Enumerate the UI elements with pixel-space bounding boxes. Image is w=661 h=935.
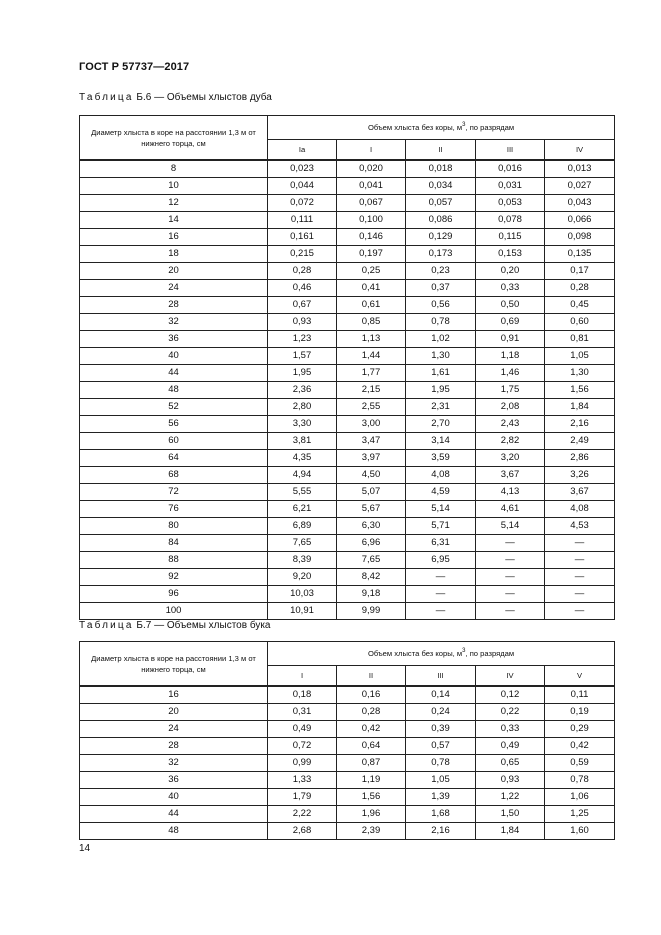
volume-cell: 0,161 — [268, 229, 337, 246]
volume-cell: 4,08 — [545, 501, 615, 518]
volume-cell: 0,78 — [406, 755, 476, 772]
grade-header-cell: III — [476, 140, 545, 160]
volume-cell: 3,67 — [545, 484, 615, 501]
volume-cell: 1,75 — [476, 382, 545, 399]
diameter-cell: 28 — [80, 297, 268, 314]
volume-cell: 0,33 — [476, 721, 545, 738]
beech-volume-table — [79, 641, 615, 840]
volume-cell: 2,55 — [337, 399, 406, 416]
volume-cell: 1,19 — [337, 772, 406, 789]
volume-cell: 1,57 — [268, 348, 337, 365]
volume-cell: 0,33 — [476, 280, 545, 297]
diameter-cell: 24 — [80, 280, 268, 297]
volume-cell: 0,031 — [476, 178, 545, 195]
volume-cell: 0,59 — [545, 755, 615, 772]
caption-word: Таблица — [79, 620, 134, 631]
diameter-cell: 72 — [80, 484, 268, 501]
volume-cell: 0,016 — [476, 160, 545, 178]
volume-cell: 0,65 — [476, 755, 545, 772]
volume-cell: — — [545, 552, 615, 569]
volume-cell: 0,78 — [406, 314, 476, 331]
volume-cell: 10,03 — [268, 586, 337, 603]
volume-cell: 0,25 — [337, 263, 406, 280]
volume-cell: 0,37 — [406, 280, 476, 297]
volume-cell: 4,13 — [476, 484, 545, 501]
volume-cell: 0,18 — [268, 686, 337, 704]
volume-cell: 7,65 — [268, 535, 337, 552]
volume-cell: 2,70 — [406, 416, 476, 433]
volume-cell: 0,56 — [406, 297, 476, 314]
diameter-cell: 88 — [80, 552, 268, 569]
volume-cell: 2,43 — [476, 416, 545, 433]
volume-cell: 2,39 — [337, 823, 406, 840]
table-row — [80, 348, 615, 365]
table-row — [80, 586, 615, 603]
volume-cell: 5,07 — [337, 484, 406, 501]
volume-cell: 3,14 — [406, 433, 476, 450]
diameter-cell: 14 — [80, 212, 268, 229]
volume-cell: 0,28 — [545, 280, 615, 297]
volume-cell: 0,24 — [406, 704, 476, 721]
volume-cell: 3,97 — [337, 450, 406, 467]
document-code: ГОСТ Р 57737—2017 — [79, 61, 190, 73]
volume-cell: 2,31 — [406, 399, 476, 416]
diameter-cell: 96 — [80, 586, 268, 603]
volume-cell: 5,14 — [406, 501, 476, 518]
diameter-cell: 20 — [80, 704, 268, 721]
volume-cell: 2,16 — [545, 416, 615, 433]
volume-cell: 0,64 — [337, 738, 406, 755]
volume-cell: 0,041 — [337, 178, 406, 195]
volume-cell: 9,20 — [268, 569, 337, 586]
diameter-cell: 68 — [80, 467, 268, 484]
table-row — [80, 263, 615, 280]
table-row — [80, 433, 615, 450]
table-row — [80, 450, 615, 467]
volume-cell: 0,020 — [337, 160, 406, 178]
volume-cell: 1,30 — [545, 365, 615, 382]
caption-title: Б.7 — Объемы хлыстов бука — [136, 620, 271, 631]
volume-cell: 2,22 — [268, 806, 337, 823]
table-row — [80, 212, 615, 229]
volume-cell: 2,68 — [268, 823, 337, 840]
table-row — [80, 535, 615, 552]
volume-cell: 1,30 — [406, 348, 476, 365]
volume-cell: 0,93 — [476, 772, 545, 789]
volume-cell: 1,95 — [406, 382, 476, 399]
volume-cell: 5,55 — [268, 484, 337, 501]
grade-header-cell: V — [545, 666, 615, 686]
diameter-cell: 60 — [80, 433, 268, 450]
volume-cell: 0,61 — [337, 297, 406, 314]
table-row — [80, 382, 615, 399]
volume-cell: 2,36 — [268, 382, 337, 399]
volume-cell: 0,023 — [268, 160, 337, 178]
volume-cell: 0,45 — [545, 297, 615, 314]
volume-cell: 0,57 — [406, 738, 476, 755]
volume-cell: — — [476, 569, 545, 586]
volume-cell: — — [545, 586, 615, 603]
table-row — [80, 399, 615, 416]
volume-cell: 0,129 — [406, 229, 476, 246]
volume-cell: 3,00 — [337, 416, 406, 433]
volume-cell: 0,17 — [545, 263, 615, 280]
volume-cell: 2,49 — [545, 433, 615, 450]
table-row — [80, 280, 615, 297]
table-row — [80, 297, 615, 314]
volume-cell: — — [476, 586, 545, 603]
volume-cell: 3,47 — [337, 433, 406, 450]
caption-word: Таблица — [79, 92, 134, 103]
volume-cell: 1,33 — [268, 772, 337, 789]
volume-cell: 0,013 — [545, 160, 615, 178]
volume-cell: 0,91 — [476, 331, 545, 348]
volume-cell: 0,39 — [406, 721, 476, 738]
volume-cell: — — [476, 552, 545, 569]
volume-cell: 0,49 — [268, 721, 337, 738]
table-row — [80, 603, 615, 620]
grade-header-cell: II — [337, 666, 406, 686]
volume-cell: 0,086 — [406, 212, 476, 229]
volume-cell: 0,098 — [545, 229, 615, 246]
grade-header-cell: III — [406, 666, 476, 686]
volume-cell: 0,31 — [268, 704, 337, 721]
volume-cell: 0,50 — [476, 297, 545, 314]
volume-cell: — — [545, 535, 615, 552]
table-row — [80, 229, 615, 246]
diameter-cell: 100 — [80, 603, 268, 620]
table-row — [80, 738, 615, 755]
diameter-cell: 40 — [80, 348, 268, 365]
volume-cell: 1,56 — [545, 382, 615, 399]
volume-cell: 1,06 — [545, 789, 615, 806]
volume-cell: 1,22 — [476, 789, 545, 806]
page-number: 14 — [79, 843, 91, 854]
volume-cell: 3,30 — [268, 416, 337, 433]
volume-cell: 6,95 — [406, 552, 476, 569]
volume-cell: 4,59 — [406, 484, 476, 501]
diameter-cell: 48 — [80, 823, 268, 840]
volume-cell: 0,85 — [337, 314, 406, 331]
volume-cell: 5,71 — [406, 518, 476, 535]
table-row — [80, 772, 615, 789]
volume-cell: 0,16 — [337, 686, 406, 704]
volume-cell: 0,115 — [476, 229, 545, 246]
volume-cell: 3,26 — [545, 467, 615, 484]
volume-cell: 0,69 — [476, 314, 545, 331]
table-row — [80, 178, 615, 195]
volume-cell: 3,59 — [406, 450, 476, 467]
volume-cell: 9,99 — [337, 603, 406, 620]
volume-cell: 0,111 — [268, 212, 337, 229]
volume-cell: 0,42 — [337, 721, 406, 738]
volume-cell: 0,043 — [545, 195, 615, 212]
volume-cell: 6,89 — [268, 518, 337, 535]
volume-cell: 0,146 — [337, 229, 406, 246]
volume-cell: 0,41 — [337, 280, 406, 297]
volume-cell: 1,50 — [476, 806, 545, 823]
grade-header-cell: I — [268, 666, 337, 686]
table-caption-b6 — [79, 92, 272, 103]
volume-cell: 0,053 — [476, 195, 545, 212]
volume-cell: 6,31 — [406, 535, 476, 552]
volume-cell: — — [476, 535, 545, 552]
volume-cell: 4,53 — [545, 518, 615, 535]
volume-cell: 0,078 — [476, 212, 545, 229]
table-row — [80, 501, 615, 518]
diameter-cell: 20 — [80, 263, 268, 280]
grade-header-cell: II — [406, 140, 476, 160]
grade-header-cell: Ia — [268, 140, 337, 160]
volume-cell: 0,197 — [337, 246, 406, 263]
diameter-cell: 56 — [80, 416, 268, 433]
volume-cell: 1,84 — [545, 399, 615, 416]
oak-volume-table — [79, 115, 615, 620]
volume-cell: 0,29 — [545, 721, 615, 738]
diameter-cell: 64 — [80, 450, 268, 467]
table-row — [80, 755, 615, 772]
volume-cell: 4,50 — [337, 467, 406, 484]
volume-cell: 0,135 — [545, 246, 615, 263]
volume-cell: 1,13 — [337, 331, 406, 348]
volume-cell: 0,20 — [476, 263, 545, 280]
diameter-cell: 16 — [80, 229, 268, 246]
volume-cell: 0,14 — [406, 686, 476, 704]
volume-cell: 1,02 — [406, 331, 476, 348]
volume-cell: 6,96 — [337, 535, 406, 552]
table-row — [80, 569, 615, 586]
volume-cell: 0,215 — [268, 246, 337, 263]
volume-cell: 3,20 — [476, 450, 545, 467]
caption-title: Б.6 — Объемы хлыстов дуба — [136, 92, 272, 103]
volume-cell: 0,018 — [406, 160, 476, 178]
volume-cell: 4,61 — [476, 501, 545, 518]
table-row — [80, 467, 615, 484]
grade-header-cell: IV — [476, 666, 545, 686]
table-caption-b7 — [79, 620, 270, 631]
volume-cell: 8,42 — [337, 569, 406, 586]
volume-cell: — — [545, 603, 615, 620]
volume-cell: 0,67 — [268, 297, 337, 314]
volume-cell: 0,12 — [476, 686, 545, 704]
volume-cell: 0,78 — [545, 772, 615, 789]
volume-cell: 1,23 — [268, 331, 337, 348]
diameter-cell: 80 — [80, 518, 268, 535]
grade-header-cell: I — [337, 140, 406, 160]
table-row — [80, 686, 615, 704]
diameter-cell: 8 — [80, 160, 268, 178]
volume-cell: 4,94 — [268, 467, 337, 484]
volume-cell: 0,81 — [545, 331, 615, 348]
volume-cell: 2,86 — [545, 450, 615, 467]
volume-cell: 4,08 — [406, 467, 476, 484]
diameter-cell: 84 — [80, 535, 268, 552]
volume-cell: 1,05 — [545, 348, 615, 365]
volume-cell: 0,99 — [268, 755, 337, 772]
volume-cell: 1,68 — [406, 806, 476, 823]
table-row — [80, 246, 615, 263]
diameter-cell: 52 — [80, 399, 268, 416]
diameter-cell: 76 — [80, 501, 268, 518]
volume-cell: 0,42 — [545, 738, 615, 755]
volume-cell: 6,30 — [337, 518, 406, 535]
volume-cell: 2,16 — [406, 823, 476, 840]
volume-cell: 0,11 — [545, 686, 615, 704]
volume-cell: — — [545, 569, 615, 586]
table-row — [80, 552, 615, 569]
diameter-header: Диаметр хлыста в коре на расстоянии 1,3 м от нижнего торца, см — [80, 116, 268, 161]
diameter-cell: 24 — [80, 721, 268, 738]
volume-cell: 0,034 — [406, 178, 476, 195]
volume-cell: 8,39 — [268, 552, 337, 569]
volume-cell: 1,05 — [406, 772, 476, 789]
diameter-cell: 28 — [80, 738, 268, 755]
volume-cell: 0,46 — [268, 280, 337, 297]
diameter-cell: 32 — [80, 755, 268, 772]
table-row — [80, 806, 615, 823]
volume-cell: 2,15 — [337, 382, 406, 399]
volume-cell: 0,60 — [545, 314, 615, 331]
volume-cell: 0,067 — [337, 195, 406, 212]
diameter-header: Диаметр хлыста в коре на расстоянии 1,3 м от нижнего торца, см — [80, 642, 268, 687]
volume-cell: 0,28 — [268, 263, 337, 280]
volume-cell: — — [406, 603, 476, 620]
volume-cell: 1,60 — [545, 823, 615, 840]
volume-cell: 1,18 — [476, 348, 545, 365]
volume-cell: 0,23 — [406, 263, 476, 280]
diameter-cell: 36 — [80, 331, 268, 348]
volume-cell: 5,67 — [337, 501, 406, 518]
diameter-cell: 16 — [80, 686, 268, 704]
volume-cell: 0,173 — [406, 246, 476, 263]
volume-cell: 1,46 — [476, 365, 545, 382]
volume-cell: 0,044 — [268, 178, 337, 195]
volume-cell: 2,08 — [476, 399, 545, 416]
volume-cell: 0,28 — [337, 704, 406, 721]
volume-cell: 1,96 — [337, 806, 406, 823]
table-row — [80, 704, 615, 721]
diameter-cell: 92 — [80, 569, 268, 586]
volume-cell: — — [406, 569, 476, 586]
table-row — [80, 416, 615, 433]
volume-cell: 1,39 — [406, 789, 476, 806]
volume-cell: 0,153 — [476, 246, 545, 263]
table-row — [80, 314, 615, 331]
volume-cell: 0,100 — [337, 212, 406, 229]
volume-cell: 0,19 — [545, 704, 615, 721]
table-row — [80, 823, 615, 840]
volume-cell: 2,80 — [268, 399, 337, 416]
table-row — [80, 365, 615, 382]
volume-cell: 9,18 — [337, 586, 406, 603]
table-row — [80, 195, 615, 212]
diameter-cell: 12 — [80, 195, 268, 212]
volume-cell: 1,77 — [337, 365, 406, 382]
volume-cell: 1,95 — [268, 365, 337, 382]
diameter-cell: 32 — [80, 314, 268, 331]
volume-cell: 10,91 — [268, 603, 337, 620]
table-row — [80, 331, 615, 348]
volume-cell: 0,49 — [476, 738, 545, 755]
diameter-cell: 36 — [80, 772, 268, 789]
volume-cell: 0,057 — [406, 195, 476, 212]
volume-cell: 1,79 — [268, 789, 337, 806]
volume-cell: 0,93 — [268, 314, 337, 331]
diameter-cell: 18 — [80, 246, 268, 263]
volume-cell: 5,14 — [476, 518, 545, 535]
volume-cell: 3,81 — [268, 433, 337, 450]
table-row — [80, 484, 615, 501]
volume-cell: 4,35 — [268, 450, 337, 467]
volume-cell: 0,22 — [476, 704, 545, 721]
table-row — [80, 789, 615, 806]
diameter-cell: 10 — [80, 178, 268, 195]
table-row — [80, 160, 615, 178]
table-row — [80, 721, 615, 738]
volume-cell: 1,25 — [545, 806, 615, 823]
volume-cell: 6,21 — [268, 501, 337, 518]
diameter-cell: 44 — [80, 806, 268, 823]
volume-cell: 2,82 — [476, 433, 545, 450]
diameter-cell: 48 — [80, 382, 268, 399]
grade-header-cell: IV — [545, 140, 615, 160]
volume-cell: 0,87 — [337, 755, 406, 772]
volume-cell: 0,027 — [545, 178, 615, 195]
volume-cell: 1,84 — [476, 823, 545, 840]
volume-header: Объем хлыста без коры, $м^3$, по разрядам — [268, 116, 615, 140]
volume-cell: — — [476, 603, 545, 620]
volume-cell: 0,066 — [545, 212, 615, 229]
volume-cell: 3,67 — [476, 467, 545, 484]
volume-cell: 7,65 — [337, 552, 406, 569]
volume-cell: 0,072 — [268, 195, 337, 212]
table-row — [80, 518, 615, 535]
volume-cell: 1,61 — [406, 365, 476, 382]
volume-header: Объем хлыста без коры, $м^3$, по разрядам — [268, 642, 615, 666]
volume-cell: 0,72 — [268, 738, 337, 755]
volume-cell: 1,44 — [337, 348, 406, 365]
volume-cell: 1,56 — [337, 789, 406, 806]
diameter-cell: 44 — [80, 365, 268, 382]
volume-cell: — — [406, 586, 476, 603]
diameter-cell: 40 — [80, 789, 268, 806]
